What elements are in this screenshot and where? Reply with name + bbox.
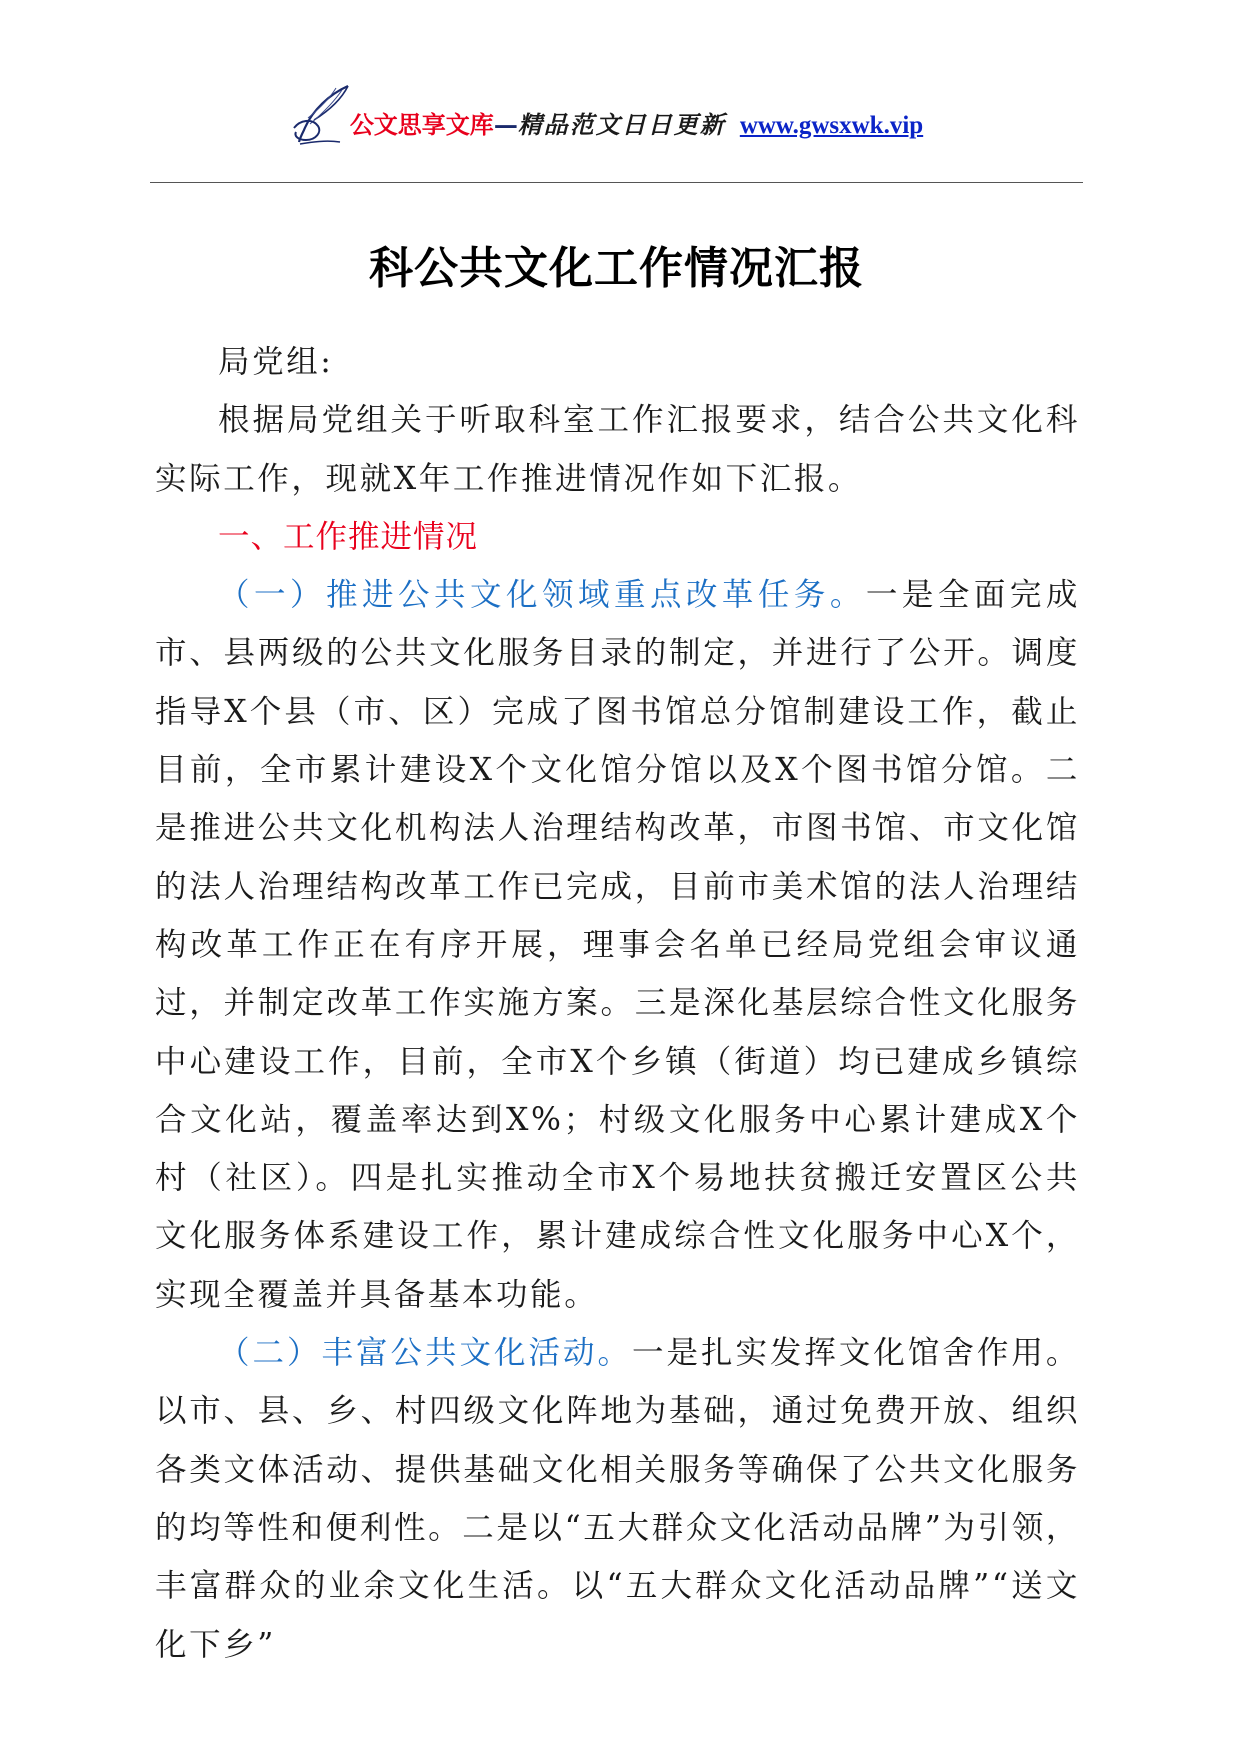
item-2-body: 一是扎实发挥文化馆舍作用。以市、县、乡、村四级文化阵地为基础，通过免费开放、组织各类文体活动、提供基础文化相关服务等确保了公共文化服务的均等性和便利性。二是以“五大群众文化活动品牌”为引领，丰富群众的业余文化生活。以“五大群众文化活动品牌”“送文化下乡”	[155, 1335, 1080, 1663]
intro-paragraph: 根据局党组关于听取科室工作汇报要求，结合公共文化科实际工作，现就X年工作推进情况作如下汇报。	[155, 402, 1080, 497]
document-body	[155, 333, 1080, 1674]
page-header	[150, 82, 1083, 162]
item-1-paragraph	[155, 566, 1080, 1324]
quill-pen-icon	[290, 84, 356, 146]
site-url-link[interactable]: www.gwsxwk.vip	[739, 112, 924, 139]
salutation: 局党组:	[218, 344, 334, 380]
item-1-lead: （一）推进公共文化领域重点改革任务。	[218, 577, 866, 614]
item-2-lead: （二）丰富公共文化活动。	[218, 1335, 632, 1372]
section-heading: 一、工作推进情况	[218, 518, 479, 555]
document-title: 科公共文化工作情况汇报	[369, 243, 864, 294]
site-slogan: 精品范文日日更新	[517, 110, 726, 139]
header-dash: —	[493, 110, 518, 139]
item-2-paragraph	[155, 1324, 1080, 1674]
header-divider	[150, 182, 1083, 183]
item-1-body: 一是全面完成市、县两级的公共文化服务目录的制定，并进行了公开。调度指导X个县（市、区）完成了图书馆总分馆制建设工作，截止目前，全市累计建设X个文化馆分馆以及X个图书馆分馆。二是推进公共文化机构法人治理结构改革，市图书馆、市文化馆的法人治理结构改革工作已完成，目前市美术馆的法人治理结构改革工作正在有序开展，理事会名单已经局党组会审议通过，并制定改革工作实施方案。三是深化基层综合性文化服务中心建设工作，目前，全市X个乡镇（街道）均已建成乡镇综合文化站，覆盖率达到X%；村级文化服务中心累计建成X个村（社区）。四是扎实推动全市X个易地扶贫搬迁安置区公共文化服务体系建设工作，累计建成综合性文化服务中心X个，实现全覆盖并具备基本功能。	[155, 577, 1080, 1313]
site-name: 公文思享文库	[349, 110, 494, 139]
header-text	[350, 105, 923, 140]
